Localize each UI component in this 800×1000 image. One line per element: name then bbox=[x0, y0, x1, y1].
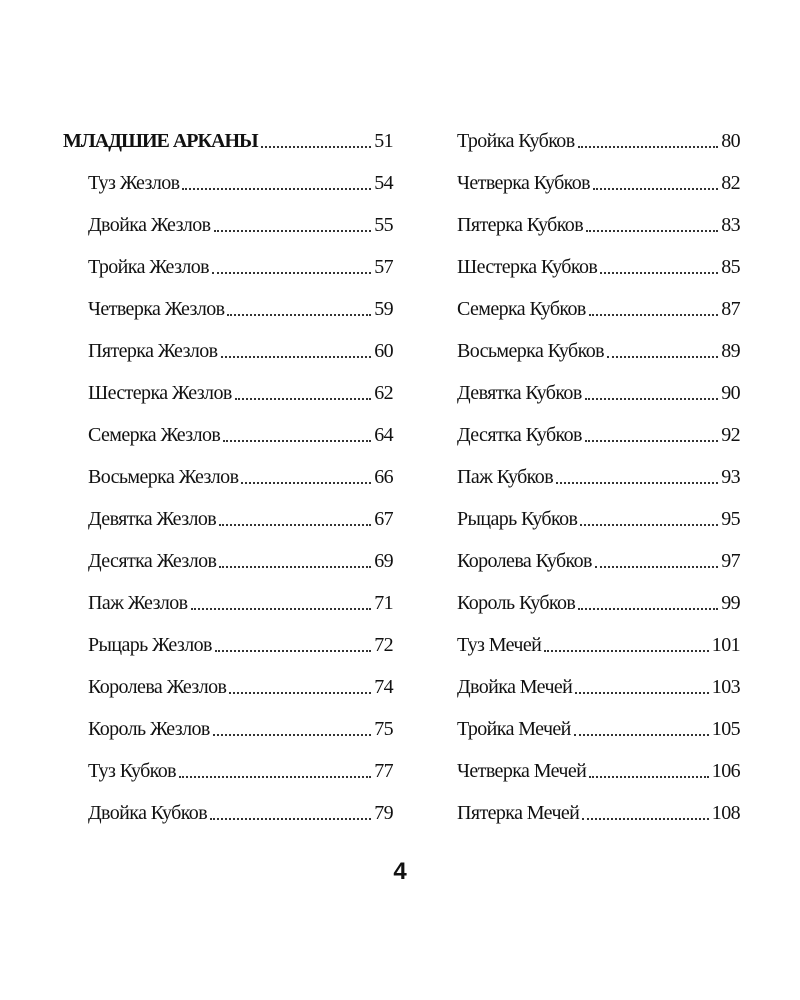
toc-dot-leader bbox=[589, 776, 709, 778]
toc-entry-title: Тройка Мечей bbox=[457, 718, 571, 740]
toc-entry bbox=[63, 204, 393, 246]
toc-dot-leader bbox=[215, 650, 371, 652]
toc-entry bbox=[63, 372, 393, 414]
toc-entry bbox=[432, 750, 740, 792]
toc-entry-page: 59 bbox=[374, 298, 393, 320]
toc-dot-leader bbox=[544, 650, 709, 652]
toc-dot-leader bbox=[219, 524, 371, 526]
toc-entry-page: 106 bbox=[711, 760, 740, 782]
toc-entry bbox=[432, 414, 740, 456]
toc-entry-title: Четверка Мечей bbox=[457, 760, 587, 782]
toc-entry-title: Шестерка Кубков bbox=[457, 256, 598, 278]
toc-entry-title: Восьмерка Кубков bbox=[457, 340, 604, 362]
toc-entry-page: 80 bbox=[721, 130, 740, 152]
toc-entry-page: 72 bbox=[374, 634, 393, 656]
toc-entry-page: 51 bbox=[374, 130, 393, 152]
toc-entry bbox=[432, 120, 740, 162]
toc-dot-leader bbox=[574, 734, 709, 736]
toc-entry bbox=[63, 330, 393, 372]
toc-entry-title: Десятка Кубков bbox=[457, 424, 582, 446]
toc-entry-title: Королева Жезлов bbox=[88, 676, 227, 698]
toc-entry-page: 69 bbox=[374, 550, 393, 572]
toc-dot-leader bbox=[582, 818, 709, 820]
toc-entry-title: Туз Жезлов bbox=[88, 172, 180, 194]
toc-entry-title: Тройка Жезлов bbox=[88, 256, 209, 278]
toc-entry-title: Пятерка Кубков bbox=[457, 214, 584, 236]
toc-entry bbox=[432, 666, 740, 708]
toc-entry-title: Семерка Кубков bbox=[457, 298, 586, 320]
toc-entry-page: 103 bbox=[711, 676, 740, 698]
toc-entry-page: 99 bbox=[721, 592, 740, 614]
toc-entry bbox=[63, 582, 393, 624]
toc-entry-page: 97 bbox=[721, 550, 740, 572]
toc-entry-title: Десятка Жезлов bbox=[88, 550, 217, 572]
toc-entry-page: 79 bbox=[374, 802, 393, 824]
toc-entry-page: 74 bbox=[374, 676, 393, 698]
toc-entry bbox=[432, 246, 740, 288]
toc-dot-leader bbox=[556, 482, 718, 484]
toc-dot-leader bbox=[212, 272, 371, 274]
toc-entry bbox=[432, 204, 740, 246]
toc-entry-page: 66 bbox=[374, 466, 393, 488]
toc-entry-title: Семерка Жезлов bbox=[88, 424, 221, 446]
toc-entry-page: 77 bbox=[374, 760, 393, 782]
toc-entry-page: 71 bbox=[374, 592, 393, 614]
toc-entry bbox=[432, 540, 740, 582]
toc-entry-title: Четверка Жезлов bbox=[88, 298, 225, 320]
toc-entry-page: 89 bbox=[721, 340, 740, 362]
toc-section-heading bbox=[63, 120, 393, 162]
toc-entry-title: Туз Кубков bbox=[88, 760, 177, 782]
toc-dot-leader bbox=[214, 230, 372, 232]
toc-entry bbox=[432, 330, 740, 372]
toc-dot-leader bbox=[191, 608, 372, 610]
toc-entry bbox=[63, 750, 393, 792]
toc-entry bbox=[63, 162, 393, 204]
toc-entry-title: Двойка Кубков bbox=[88, 802, 208, 824]
toc-dot-leader bbox=[589, 314, 718, 316]
toc-entry-page: 64 bbox=[374, 424, 393, 446]
toc-dot-leader bbox=[223, 440, 371, 442]
toc-entry-page: 101 bbox=[711, 634, 740, 656]
toc-entry bbox=[432, 498, 740, 540]
toc-entry-title: Паж Кубков bbox=[457, 466, 554, 488]
toc-entry-title: Пятерка Мечей bbox=[457, 802, 580, 824]
toc-entry bbox=[432, 372, 740, 414]
toc-dot-leader bbox=[580, 524, 718, 526]
toc-dot-leader bbox=[586, 230, 718, 232]
toc-dot-leader bbox=[578, 146, 719, 148]
toc-entry-title: Пятерка Жезлов bbox=[88, 340, 218, 362]
toc-entry-page: 108 bbox=[711, 802, 740, 824]
toc-entry bbox=[63, 792, 393, 834]
toc-entry-page: 92 bbox=[721, 424, 740, 446]
toc-dot-leader bbox=[182, 188, 371, 190]
toc-entry bbox=[63, 456, 393, 498]
toc-entry-page: 87 bbox=[721, 298, 740, 320]
toc-entry-page: 75 bbox=[374, 718, 393, 740]
toc-entry-title: Восьмерка Жезлов bbox=[88, 466, 239, 488]
toc-entry-title: Король Жезлов bbox=[88, 718, 210, 740]
toc-entry bbox=[63, 708, 393, 750]
toc-dot-leader bbox=[261, 146, 372, 148]
toc-dot-leader bbox=[585, 398, 719, 400]
toc-entry bbox=[432, 792, 740, 834]
toc-entry-page: 55 bbox=[374, 214, 393, 236]
toc-entry-page: 90 bbox=[721, 382, 740, 404]
toc-entry-title: Король Кубков bbox=[457, 592, 576, 614]
toc-entry bbox=[63, 540, 393, 582]
toc-left-column bbox=[63, 120, 393, 834]
toc-entry-page: 93 bbox=[721, 466, 740, 488]
toc-entry-page: 60 bbox=[374, 340, 393, 362]
toc-entry-page: 83 bbox=[721, 214, 740, 236]
toc-entry bbox=[63, 666, 393, 708]
toc-entry bbox=[432, 456, 740, 498]
toc-entry-title: Рыцарь Кубков bbox=[457, 508, 578, 530]
toc-entry bbox=[63, 414, 393, 456]
toc-dot-leader bbox=[600, 272, 718, 274]
toc-dot-leader bbox=[229, 692, 371, 694]
toc-entry bbox=[432, 288, 740, 330]
toc-dot-leader bbox=[578, 608, 718, 610]
toc-entry-title: МЛАДШИЕ АРКАНЫ bbox=[63, 130, 258, 152]
toc-entry bbox=[432, 582, 740, 624]
toc-dot-leader bbox=[221, 356, 372, 358]
toc-entry-page: 54 bbox=[374, 172, 393, 194]
toc-dot-leader bbox=[210, 818, 371, 820]
toc-dot-leader bbox=[235, 398, 372, 400]
toc-dot-leader bbox=[607, 356, 718, 358]
toc-entry-title: Двойка Мечей bbox=[457, 676, 573, 698]
toc-right-column bbox=[432, 120, 740, 834]
toc-entry-page: 82 bbox=[721, 172, 740, 194]
toc-entry-page: 62 bbox=[374, 382, 393, 404]
toc-entry bbox=[432, 708, 740, 750]
toc-dot-leader bbox=[585, 440, 718, 442]
page-number: 4 bbox=[393, 858, 407, 885]
toc-entry-page: 85 bbox=[721, 256, 740, 278]
toc-entry-title: Шестерка Жезлов bbox=[88, 382, 232, 404]
toc-entry-page: 95 bbox=[721, 508, 740, 530]
toc-entry-title: Королева Кубков bbox=[457, 550, 592, 572]
toc-dot-leader bbox=[595, 566, 718, 568]
toc-dot-leader bbox=[241, 482, 371, 484]
toc-dot-leader bbox=[179, 776, 371, 778]
toc-entry-page: 67 bbox=[374, 508, 393, 530]
toc-dot-leader bbox=[227, 314, 371, 316]
toc-dot-leader bbox=[219, 566, 371, 568]
toc-entry bbox=[63, 246, 393, 288]
toc-entry bbox=[432, 624, 740, 666]
toc-dot-leader bbox=[593, 188, 718, 190]
toc-entry-title: Четверка Кубков bbox=[457, 172, 591, 194]
toc-entry-title: Тройка Кубков bbox=[457, 130, 575, 152]
toc-entry-title: Девятка Кубков bbox=[457, 382, 582, 404]
toc-dot-leader bbox=[213, 734, 371, 736]
toc-dot-leader bbox=[575, 692, 709, 694]
toc-entry bbox=[63, 624, 393, 666]
toc-entry-page: 105 bbox=[711, 718, 740, 740]
toc-entry-title: Рыцарь Жезлов bbox=[88, 634, 212, 656]
toc-entry-title: Паж Жезлов bbox=[88, 592, 188, 614]
toc-entry bbox=[63, 498, 393, 540]
toc-entry-title: Девятка Жезлов bbox=[88, 508, 217, 530]
toc-entry bbox=[432, 162, 740, 204]
toc-entry bbox=[63, 288, 393, 330]
toc-entry-title: Туз Мечей bbox=[457, 634, 542, 656]
toc-entry-title: Двойка Жезлов bbox=[88, 214, 211, 236]
toc-entry-page: 57 bbox=[374, 256, 393, 278]
